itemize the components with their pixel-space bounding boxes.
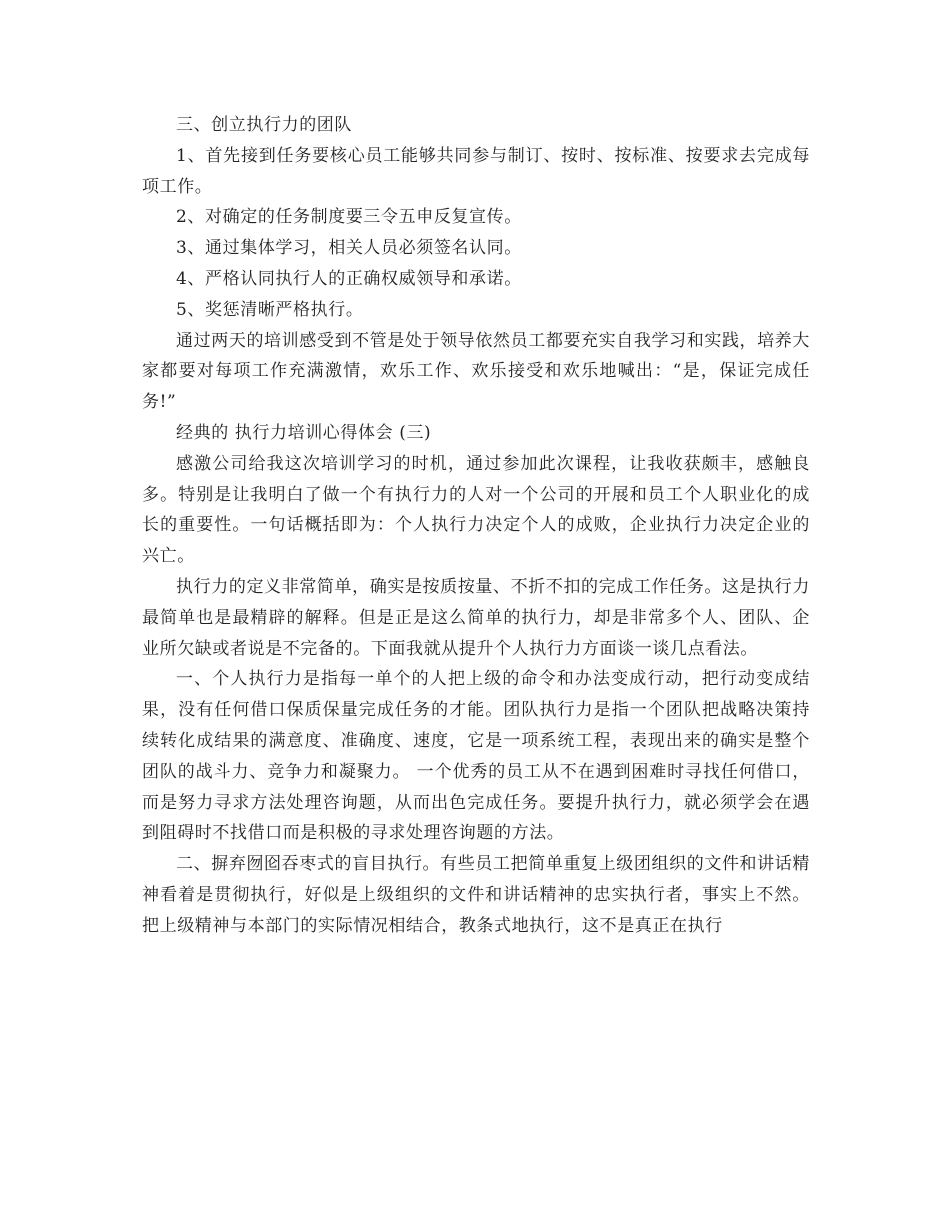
list-item-2: 2、对确定的任务制度要三令五申反复宣传。 [176, 207, 522, 228]
document-body [142, 110, 810, 942]
list-item-5: 5、奖惩清晰严格执行。 [176, 299, 364, 320]
definition-paragraph: 执行力的定义非常简单，确实是按质按量、不折不扣的完成工作任务。这是执行力最简单也是最精辟的解释。但是正是这么简单的执行力，却是非常多个人、团队、企业所欠缺或者说是不完备的。下面我就从提升个人执行力方面谈一谈几点看法。 [142, 576, 810, 659]
summary-paragraph: 通过两天的培训感受到不管是处于领导依然员工都要充实自我学习和实践，培养大家都要对每项工作充满激情，欢乐工作、欢乐接受和欢乐地喊出：“是，保证完成任务!” [142, 330, 810, 413]
list-item-3: 3、通过集体学习，相关人员必须签名认同。 [176, 238, 522, 259]
list-item-4: 4、严格认同执行人的正确权威领导和承诺。 [176, 268, 522, 289]
article-title-3: 经典的 执行力培训心得体会 (三) [176, 422, 432, 443]
point-one-paragraph: 一、个人执行力是指每一单个的人把上级的命令和办法变成行动，把行动变成结果，没有任何借口保质保量完成任务的才能。团队执行力是指一个团队把战略决策持续转化成结果的满意度、准确度、速度，它是一项系统工程，表现出来的确实是整个团队的战斗力、竞争力和凝聚力。 一个优秀的员工从不在遇到困难时寻找任何借口，而是努力寻求方法处理咨询题，从而出色完成任务。要提升执行力，就必须学会在遇到阻碍时不找借口而是积极的寻求处理咨询题的方法。 [142, 669, 810, 844]
list-item-1: 1、首先接到任务要核心员工能够共同参与制订、按时、按标准、按要求去完成每项工作。 [142, 145, 810, 197]
intro-paragraph: 感激公司给我这次培训学习的时机，通过参加此次课程，让我收获颇丰，感触良多。特别是让我明白了做一个有执行力的人对一个公司的开展和员工个人职业化的成长的重要性。一句话概括即为：个人执行力决定个人的成败，企业执行力决定企业的兴亡。 [142, 453, 810, 567]
section-heading-team: 三、创立执行力的团队 [176, 115, 352, 135]
point-two-paragraph: 二、摒弃囫囵吞枣式的盲目执行。有些员工把简单重复上级团组织的文件和讲话精神看着是贯彻执行，好似是上级组织的文件和讲话精神的忠实执行者，事实上不然。把上级精神与本部门的实际情况相结合，教条式地执行，这不是真正在执行 [142, 854, 810, 936]
